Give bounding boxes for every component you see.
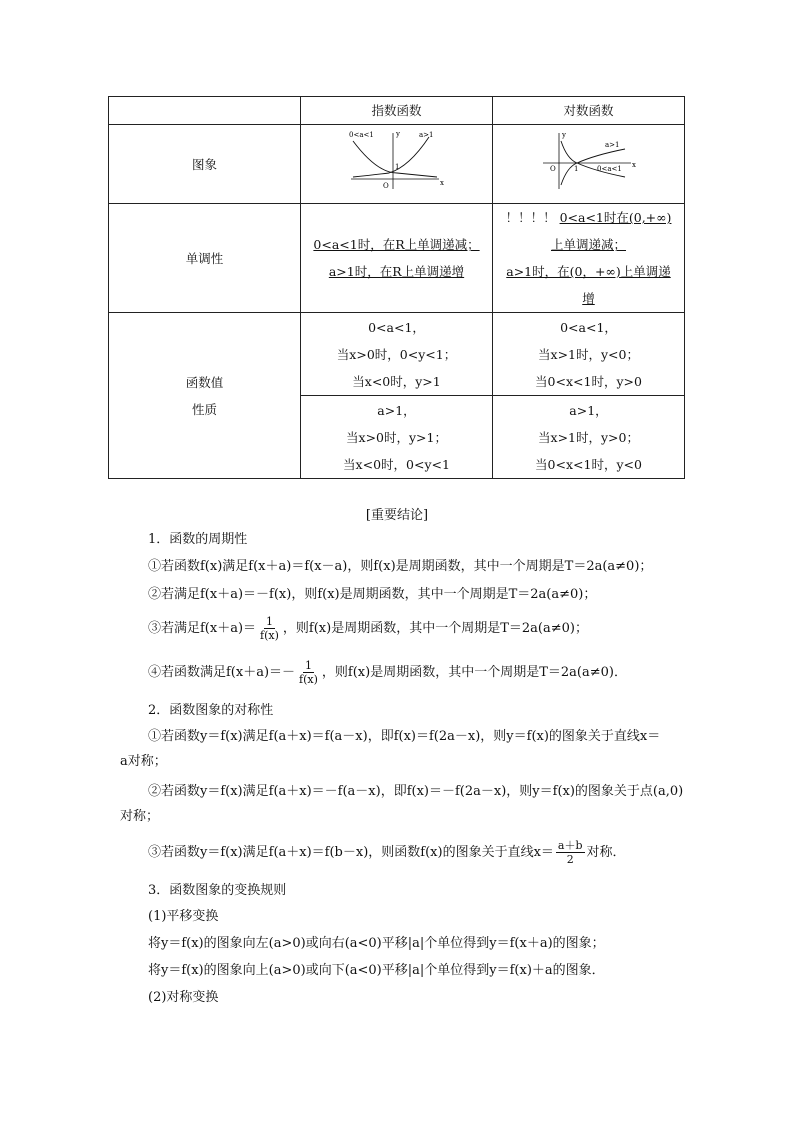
sym3-suffix: 对称． (586, 845, 626, 860)
exp-origin-label: O (382, 181, 389, 190)
log-monotonicity-cell (493, 204, 685, 313)
log-label-top: a>1 (604, 140, 619, 149)
graph-row (109, 125, 685, 204)
value-row-1 (109, 313, 685, 396)
log-mono-line-4: 增 (582, 291, 595, 306)
exp-monotonicity-cell (301, 204, 493, 313)
log-v1-line-3: 当0<x<1时，y>0 (535, 373, 642, 389)
item4-numerator: 1 (304, 659, 312, 672)
translation-line-1: 将y＝f(x)的图象向左(a>0)或向右(a<0)平移|a|个单位得到y＝f(x＋a)的图象； (148, 936, 605, 951)
exp-v1-line-2: 当x>0时，0<y<1； (336, 346, 457, 362)
item3-denominator: f(x) (260, 629, 279, 642)
monotonicity-label: 单调性 (109, 204, 301, 313)
symmetry-transform-subtitle: (2)对称变换 (148, 990, 219, 1005)
exp-mono-line-1: 0<a<1时，在R上单调递减； (313, 237, 480, 252)
section-3-title: 3．函数图象的变换规则 (148, 883, 287, 898)
symmetry-item-1-a: ①若函数y＝f(x)满足f(a＋x)＝f(a－x)，即f(x)＝f(2a－x)，则y＝f(x)的图象关于直线x＝ (148, 729, 661, 744)
log-one-label: 1 (573, 164, 578, 173)
exp-function-graph (347, 127, 447, 193)
section-1-title: 1．函数的周期性 (148, 532, 248, 547)
growth-curve (353, 137, 429, 177)
exp-one-label: 1 (394, 162, 399, 171)
log-graph-cell (493, 125, 685, 204)
log-function-graph (539, 127, 639, 193)
exp-y-label: y (395, 129, 400, 138)
periodicity-item-3 (148, 612, 588, 646)
item3-prefix: ③若满足f(x＋a)＝ (148, 621, 257, 636)
item4-denominator: f(x) (299, 673, 318, 686)
sym3-prefix: ③若函数y＝f(x)满足f(a＋x)＝f(b－x)，则函数f(x)的图象关于直线x＝ (148, 845, 554, 860)
exp-mono-line-2: a>1时，在R上单调递增 (328, 264, 465, 279)
exp-v2-line-3: 当x<0时，0<y<1 (343, 456, 450, 472)
value-label-line-2: 性质 (191, 401, 217, 417)
graph-row-label: 图象 (109, 125, 301, 204)
periodicity-item-4 (148, 656, 627, 690)
log-label-bottom: 0<a<1 (596, 164, 622, 173)
sym3-fraction (556, 839, 585, 866)
item3-suffix: ，则f(x)是周期函数，其中一个周期是T＝2a(a≠0)； (282, 621, 588, 636)
table-header-row (109, 97, 685, 125)
log-v2-line-2: 当x>1时，y>0； (538, 429, 639, 445)
item4-suffix: ，则f(x)是周期函数，其中一个周期是T＝2a(a≠0)． (321, 665, 627, 680)
symmetry-item-1-b: a对称； (120, 754, 167, 769)
log-value-cell-2 (493, 396, 685, 479)
log-v2-line-3: 当0<x<1时，y<0 (535, 456, 642, 472)
exp-v1-line-1: 0<a<1， (368, 319, 425, 335)
comparison-table-container (108, 96, 684, 478)
decay-curve (353, 141, 437, 177)
log-x-label: x (631, 160, 636, 169)
exp-v2-line-2: 当x>0时，y>1； (346, 429, 447, 445)
value-property-label (109, 313, 301, 479)
log-value-cell-1 (493, 313, 685, 396)
log-mono-line-2: 上单调递减； (550, 237, 626, 252)
exp-graph-cell (301, 125, 493, 204)
translation-line-2: 将y＝f(x)的图象向上(a>0)或向下(a<0)平移|a|个单位得到y＝f(x)＋a的图象． (148, 963, 605, 978)
exp-v1-line-3: 当x<0时，y>1 (352, 373, 441, 389)
emphasis-marks: ！！！！ (505, 210, 556, 225)
periodicity-item-2: ②若满足f(x＋a)＝－f(x)，则f(x)是周期函数，其中一个周期是T＝2a(a≠0)； (148, 587, 597, 602)
value-label-line-1: 函数值 (185, 374, 224, 390)
section-2-title: 2．函数图象的对称性 (148, 703, 274, 718)
item3-numerator: 1 (265, 615, 273, 628)
item4-fraction (297, 659, 320, 686)
comparison-table (108, 96, 685, 479)
item4-prefix: ④若函数满足f(x＋a)＝－ (148, 665, 296, 680)
header-empty (109, 97, 301, 125)
exp-label-right: a>1 (418, 130, 433, 139)
symmetry-item-2-b: 对称； (120, 809, 160, 824)
exp-value-cell-2 (301, 396, 493, 479)
exp-x-label: x (439, 178, 444, 187)
log-v1-line-2: 当x>1时，y<0； (538, 346, 639, 362)
symmetry-item-2-a: ②若函数y＝f(x)满足f(a＋x)＝－f(a－x)，即f(x)＝－f(2a－x)，则y＝f(x)的图象关于点(a,0) (148, 784, 684, 799)
translation-subtitle: (1)平移变换 (148, 909, 219, 924)
log-mono-line-3: a>1时，在(0，+∞)上单调递 (506, 264, 671, 279)
log-v1-line-1: 0<a<1， (560, 319, 617, 335)
symmetry-item-3 (148, 836, 626, 870)
sym3-numerator: a＋b (557, 839, 583, 852)
log-v2-line-1: a>1， (569, 402, 608, 418)
header-exponential: 指数函数 (301, 97, 493, 125)
log-mono-line-1 (493, 204, 684, 231)
header-logarithmic: 对数函数 (493, 97, 685, 125)
log-origin-label: O (549, 164, 556, 173)
conclusions-heading: [重要结论] (365, 508, 429, 523)
monotonicity-row (109, 204, 685, 313)
log-mono-text-1: 0<a<1时在(0,+∞) (559, 210, 672, 225)
exp-v2-line-1: a>1， (377, 402, 416, 418)
item3-fraction (258, 615, 281, 642)
exp-label-left: 0<a<1 (348, 130, 374, 139)
periodicity-item-1: ①若函数f(x)满足f(x＋a)＝f(x－a)，则f(x)是周期函数，其中一个周期是T＝2a(a≠0)； (148, 559, 653, 574)
sym3-denominator: 2 (566, 853, 574, 866)
log-y-label: y (561, 130, 566, 139)
exp-value-cell-1 (301, 313, 493, 396)
